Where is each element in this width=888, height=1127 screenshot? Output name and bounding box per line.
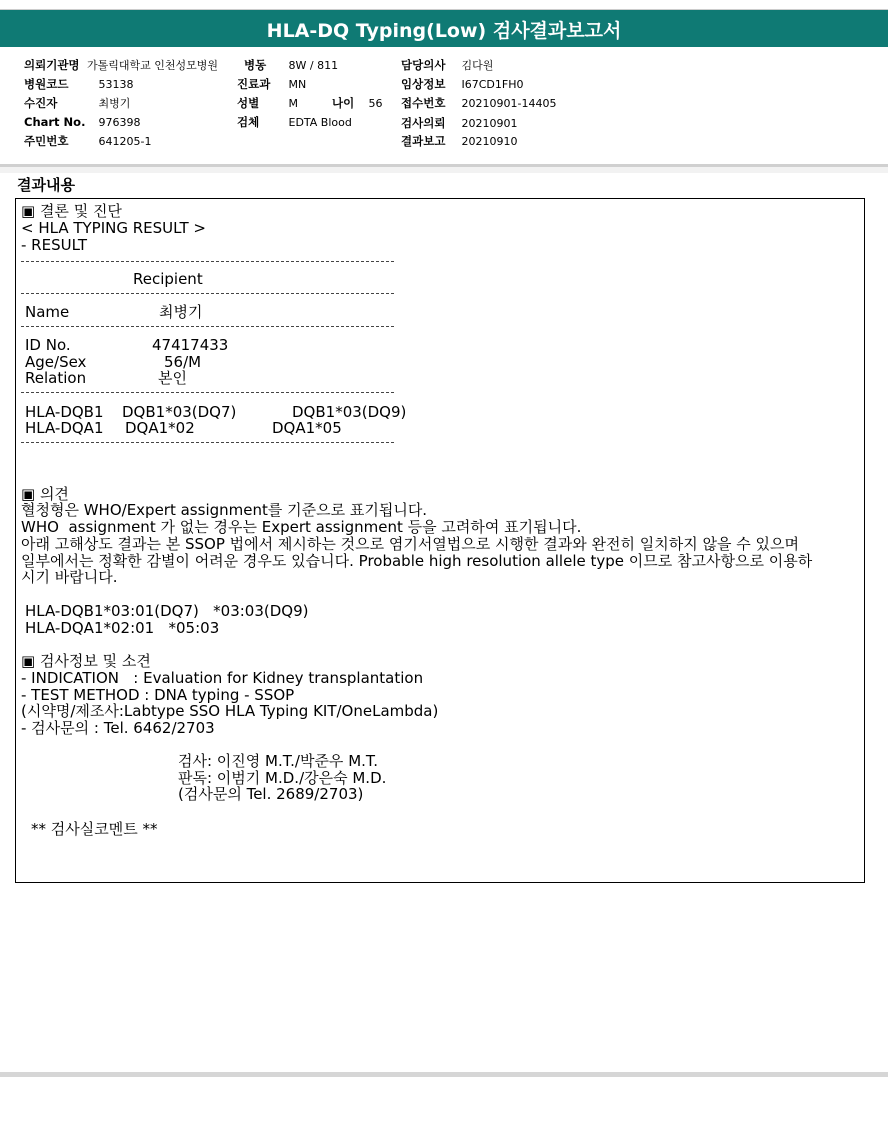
report-date-value: 20210910 bbox=[461, 135, 518, 148]
test-info-title: ▣ 검사정보 및 소견 bbox=[21, 652, 151, 670]
req-date-row bbox=[401, 115, 518, 131]
report-title-bar bbox=[0, 9, 888, 48]
test-info-line: - INDICATION : Evaluation for Kidney transplantation bbox=[21, 669, 424, 687]
dqb1-allele-2: DQB1*03(DQ9) bbox=[292, 403, 407, 421]
receipt-row bbox=[401, 95, 556, 111]
patient-label: 수진자 bbox=[24, 96, 58, 110]
dashed-divider bbox=[21, 293, 394, 294]
recipient-header: Recipient bbox=[133, 270, 203, 288]
ward-label: 병동 bbox=[244, 58, 267, 72]
doctor-value: 김다원 bbox=[461, 59, 494, 72]
receipt-value: 20210901-14405 bbox=[461, 97, 557, 110]
opinion-line: WHO assignment 가 없는 경우는 Expert assignment 등을 고려하여 표기됩니다. bbox=[21, 518, 582, 536]
req-date-value: 20210901 bbox=[461, 117, 518, 130]
hires-dqb1: HLA-DQB1*03:01(DQ7) *03:03(DQ9) bbox=[25, 602, 309, 620]
opinion-line: 일부에서는 정확한 감별이 어려운 경우도 있습니다. Probable high resolution allele type 이므로 참고사항으로 이용하 bbox=[21, 552, 813, 570]
id-label: ID No. bbox=[25, 336, 71, 354]
sex-value: M bbox=[288, 97, 298, 110]
hospital-code-value: 53138 bbox=[98, 78, 134, 91]
name-value: 최병기 bbox=[159, 303, 203, 321]
req-org-row bbox=[24, 57, 218, 73]
sex-row bbox=[237, 95, 383, 111]
resident-value: 641205-1 bbox=[98, 135, 152, 148]
dqa1-allele-2: DQA1*05 bbox=[272, 419, 342, 437]
agesex-value: 56/M bbox=[164, 353, 202, 371]
hires-dqa1: HLA-DQA1*02:01 *05:03 bbox=[25, 619, 220, 637]
result-content-box bbox=[15, 198, 865, 883]
report-date-label: 결과보고 bbox=[401, 134, 446, 148]
name-label: Name bbox=[25, 303, 70, 321]
specimen-value: EDTA Blood bbox=[288, 116, 352, 129]
dashed-divider bbox=[21, 442, 394, 443]
patient-value: 최병기 bbox=[98, 97, 131, 110]
result-label: - RESULT bbox=[21, 236, 88, 254]
clinical-row bbox=[401, 76, 524, 92]
chart-label: Chart No. bbox=[24, 115, 86, 129]
dqa1-allele-1: DQA1*02 bbox=[125, 419, 195, 437]
req-org-label: 의뢰기관명 bbox=[24, 58, 80, 72]
ward-value: 8W / 811 bbox=[288, 59, 339, 72]
req-org-value: 가톨릭대학교 인천성모병원 bbox=[87, 59, 219, 72]
sex-label: 성별 bbox=[237, 96, 260, 110]
opinion-line: 혈청형은 WHO/Expert assignment를 기준으로 표기됩니다. bbox=[21, 501, 428, 519]
clinical-label: 임상정보 bbox=[401, 77, 446, 91]
doctor-label: 담당의사 bbox=[401, 58, 446, 72]
gray-strip bbox=[0, 167, 888, 173]
resident-row bbox=[24, 133, 151, 149]
receipt-label: 접수번호 bbox=[401, 96, 446, 110]
id-value: 47417433 bbox=[152, 336, 229, 354]
dqb1-label: HLA-DQB1 bbox=[25, 403, 104, 421]
test-info-line: - TEST METHOD : DNA typing - SSOP bbox=[21, 686, 295, 704]
opinion-line: 아래 고해상도 결과는 본 SSOP 법에서 제시하는 것으로 염기서열법으로 시행한 결과와 완전히 일치하지 않을 수 있으며 bbox=[21, 535, 799, 553]
chart-row bbox=[24, 115, 141, 129]
report-date-row bbox=[401, 133, 518, 149]
specimen-row bbox=[237, 114, 352, 130]
req-date-label: 검사의뢰 bbox=[401, 116, 446, 130]
doctor-row bbox=[401, 57, 493, 73]
test-info-line: (시약명/제조사:Labtype SSO HLA Typing KIT/OneLambda) bbox=[21, 702, 439, 720]
ward-row bbox=[244, 57, 338, 73]
test-info-line: - 검사문의 : Tel. 6462/2703 bbox=[21, 719, 215, 737]
agesex-label: Age/Sex bbox=[25, 353, 87, 371]
signature-line: (검사문의 Tel. 2689/2703) bbox=[178, 785, 364, 803]
dqb1-allele-1: DQB1*03(DQ7) bbox=[122, 403, 237, 421]
opinion-title: ▣ 의견 bbox=[21, 485, 69, 503]
section-heading: 결과내용 bbox=[17, 176, 75, 194]
age-value: 56 bbox=[368, 97, 383, 110]
lab-comment: ** 검사실코멘트 ** bbox=[31, 820, 158, 838]
opinion-line: 시기 바랍니다. bbox=[21, 568, 118, 586]
dashed-divider bbox=[21, 392, 394, 393]
hospital-code-label: 병원코드 bbox=[24, 77, 69, 91]
relation-label: Relation bbox=[25, 369, 87, 387]
hospital-code-row bbox=[24, 76, 134, 92]
signature-line: 검사: 이진영 M.T./박준우 M.T. bbox=[178, 752, 379, 770]
report-title: HLA-DQ Typing(Low) 검사결과보고서 bbox=[266, 20, 622, 42]
dqa1-label: HLA-DQA1 bbox=[25, 419, 104, 437]
relation-value: 본인 bbox=[158, 369, 187, 387]
conclusion-title: ▣ 결론 및 진단 bbox=[21, 202, 122, 220]
signature-line: 판독: 이범기 M.D./강은숙 M.D. bbox=[178, 769, 387, 787]
specimen-label: 검체 bbox=[237, 115, 260, 129]
dept-value: MN bbox=[288, 78, 307, 91]
dashed-divider bbox=[21, 261, 394, 262]
patient-row bbox=[24, 95, 130, 111]
dept-label: 진료과 bbox=[237, 77, 271, 91]
resident-label: 주민번호 bbox=[24, 134, 69, 148]
patient-info-header bbox=[0, 47, 888, 165]
age-label: 나이 bbox=[332, 96, 355, 110]
typing-result-title: < HLA TYPING RESULT > bbox=[21, 219, 206, 237]
clinical-value: I67CD1FH0 bbox=[461, 78, 524, 91]
page-bottom-divider bbox=[0, 1072, 888, 1077]
dept-row bbox=[237, 76, 306, 92]
dashed-divider bbox=[21, 326, 394, 327]
chart-value: 976398 bbox=[98, 116, 141, 129]
